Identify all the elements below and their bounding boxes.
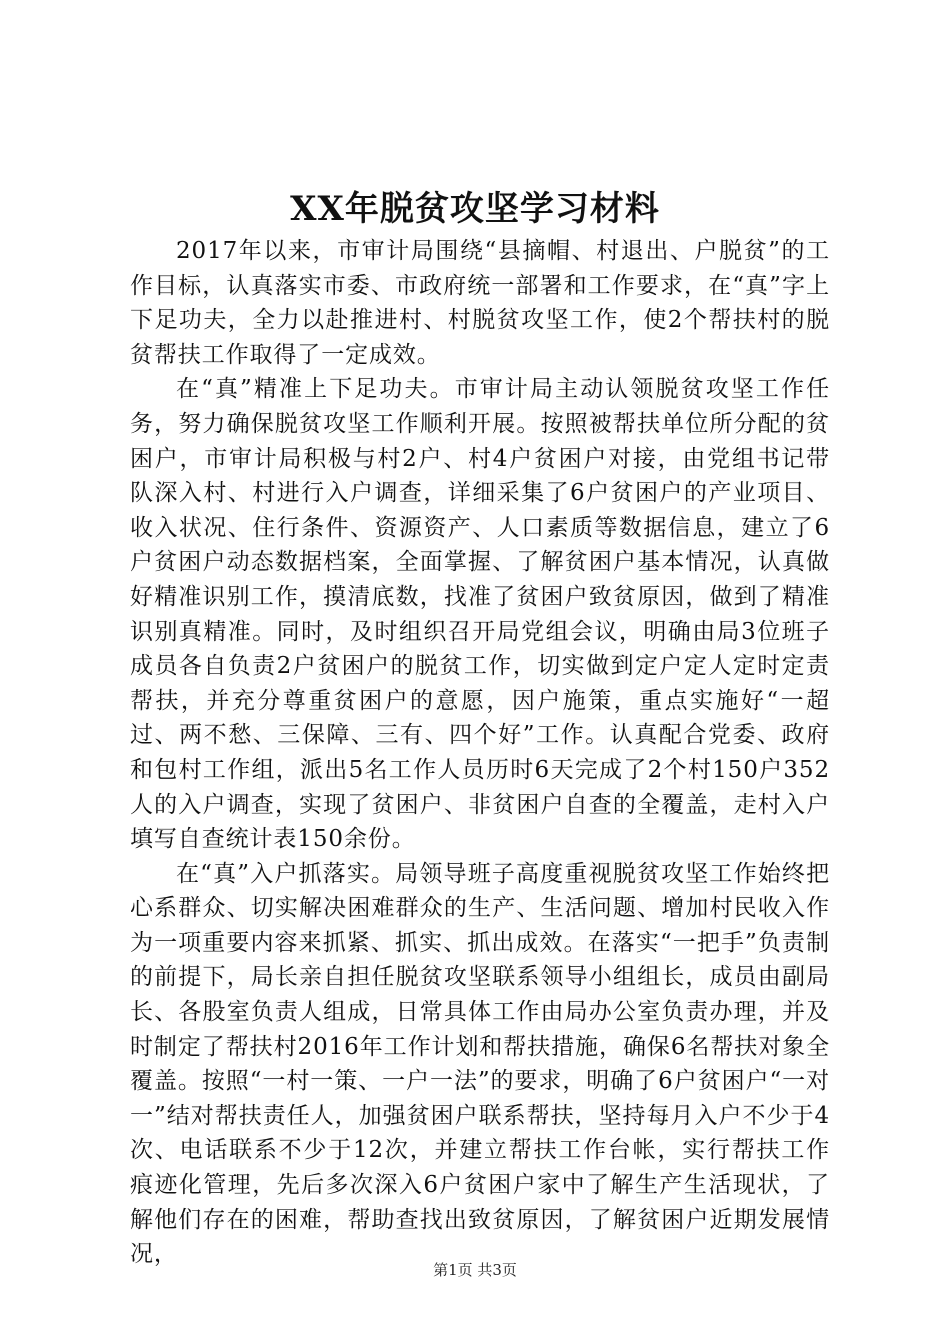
paragraph-intro: 2017年以来，市审计局围绕“县摘帽、村退出、户脱贫”的工作目标，认真落实市委、市政府统一部署和工作要求，在“真”字上下足功夫，全力以赴推进村、村脱贫攻坚工作，使2个帮扶村的脱贫帮扶工作取得了一定成效。: [130, 238, 830, 368]
document-body: [130, 234, 830, 1272]
page-indicator: 第1页 共3页: [433, 1261, 517, 1279]
document-title: XX年脱贫攻坚学习材料: [290, 189, 660, 229]
paragraph-implementation: 在“真”入户抓落实。局领导班子高度重视脱贫攻坚工作始终把心系群众、切实解决困难群众的生产、生活问题、增加村民收入作为一项重要内容来抓紧、抓实、抓出成效。在落实“一把手”负责制的前提下，局长亲自担任脱贫攻坚联系领导小组组长，成员由副局长、各股室负责人组成，日常具体工作由局办公室负责办理，并及时制定了帮扶村2016年工作计划和帮扶措施，确保6名帮扶对象全覆盖。按照“一村一策、一户一法”的要求，明确了6户贫困户“一对一”结对帮扶责任人，加强贫困户联系帮扶，坚持每月入户不少于4次、电话联系不少于12次，并建立帮扶工作台帐，实行帮扶工作痕迹化管理，先后多次深入6户贫困户家中了解生产生活现状，了解他们存在的困难，帮助查找出致贫原因，了解贫困户近期发展情况，: [130, 860, 830, 1268]
page-footer: [0, 1259, 950, 1281]
paragraph-precision: 在“真”精准上下足功夫。市审计局主动认领脱贫攻坚工作任务，努力确保脱贫攻坚工作顺利开展。按照被帮扶单位所分配的贫困户，市审计局积极与村2户、村4户贫困户对接，由党组书记带队深入村、村进行入户调查，详细采集了6户贫困户的产业项目、收入状况、住行条件、资源资产、人口素质等数据信息，建立了6户贫困户动态数据档案，全面掌握、了解贫困户基本情况，认真做好精准识别工作，摸清底数，找准了贫困户致贫原因，做到了精准识别真精准。同时，及时组织召开局党组会议，明确由局3位班子成员各自负责2户贫困户的脱贫工作，切实做到定户定人定时定责帮扶，并充分尊重贫困户的意愿，因户施策，重点实施好“一超过、两不愁、三保障、三有、四个好”工作。认真配合党委、政府和包村工作组，派出5名工作人员历时6天完成了2个村150户352人的入户调查，实现了贫困户、非贫困户自查的全覆盖，走村入户填写自查统计表150余份。: [130, 376, 830, 853]
